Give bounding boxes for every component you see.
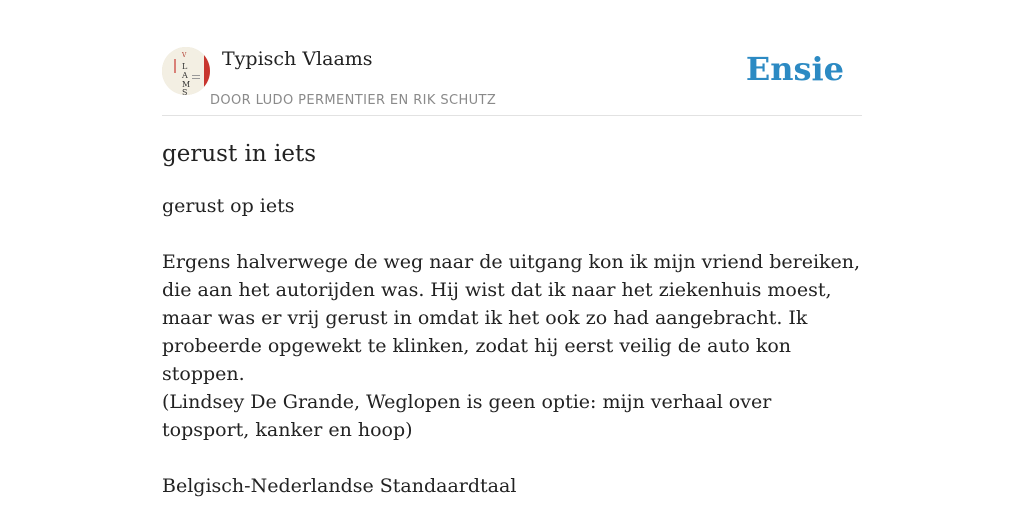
- book-authors: DOOR LUDO PERMENTIER EN RIK SCHUTZ: [210, 93, 497, 108]
- ensie-logo-link[interactable]: Ensie: [745, 50, 844, 88]
- entry-example: Ergens halverwege de weg naar de uitgang kon ik mijn vriend bereiken, die aan het autorijden was. Hij wist dat ik naar het ziekenhuis moest, maar was er vrij gerust in omdat ik het ook zo had aangebracht. Ik probeerde opgewekt te klinken, zodat hij eerst veilig de auto kon stoppen.: [162, 251, 861, 385]
- svg-text:M: M: [182, 80, 191, 89]
- svg-text:S: S: [182, 88, 188, 95]
- svg-text:L: L: [182, 62, 188, 71]
- entry-title: gerust in iets: [162, 141, 316, 167]
- book-title-link[interactable]: Typisch Vlaams: [222, 48, 373, 70]
- entry-region: Belgisch-Nederlandse Standaardtaal: [162, 475, 517, 497]
- entry-synonym: gerust op iets: [162, 195, 295, 217]
- svg-text:A: A: [182, 71, 188, 80]
- entry-source: (Lindsey De Grande, Weglopen is geen optie: mijn verhaal over topsport, kanker en hoop): [162, 391, 772, 441]
- page-header: [162, 44, 862, 116]
- book-cover-icon[interactable]: [162, 47, 210, 95]
- entry-content: [162, 138, 862, 500]
- svg-text:V: V: [182, 52, 187, 59]
